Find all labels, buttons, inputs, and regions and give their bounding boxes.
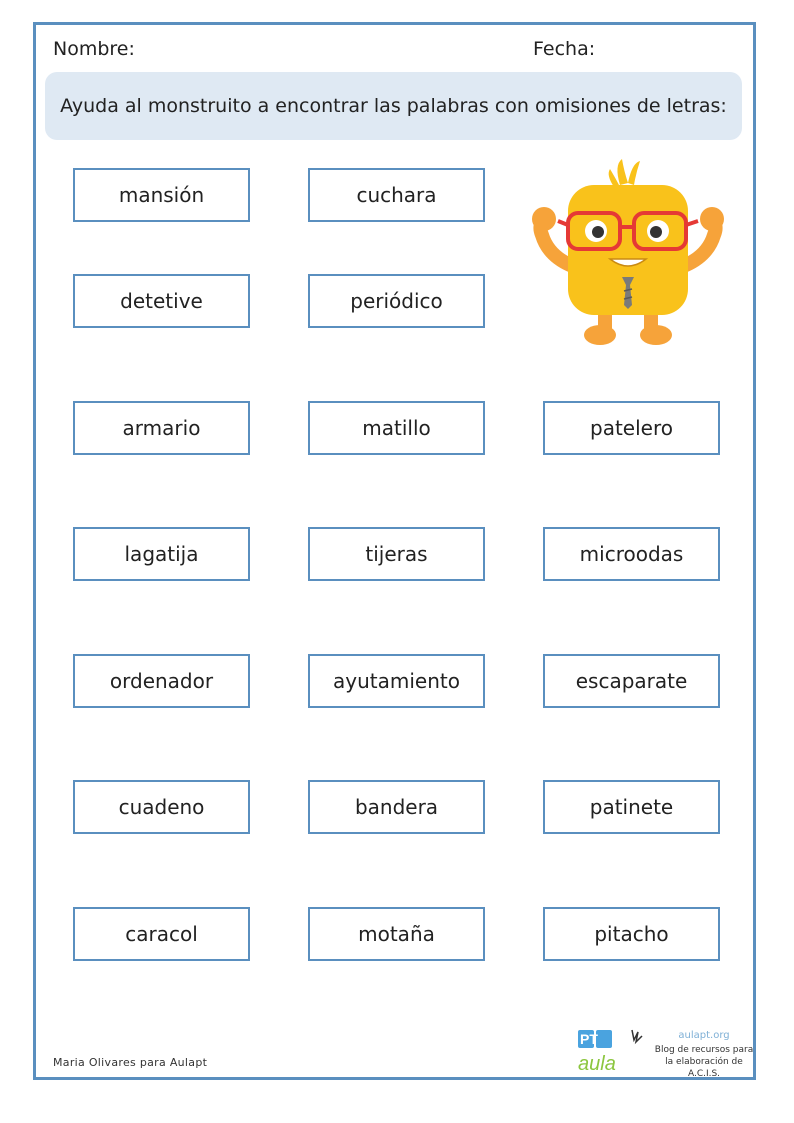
- word-box: [543, 401, 720, 455]
- logo-site: aulapt.org: [678, 1030, 730, 1041]
- monster-right-foot: [640, 325, 672, 345]
- word-text: cuadeno: [118, 795, 205, 819]
- word-text: pitacho: [594, 922, 669, 946]
- logo-caption: [650, 1030, 758, 1080]
- monster-pupil: [650, 226, 662, 238]
- name-label: Nombre:: [53, 38, 135, 60]
- word-text: mansión: [118, 183, 205, 207]
- monster-hair: [617, 159, 628, 185]
- word-text: ordenador: [109, 669, 214, 693]
- word-box: [543, 780, 720, 834]
- date-label: Fecha:: [533, 38, 596, 60]
- word-text: ayutamiento: [333, 669, 460, 693]
- logo-mark-letters: PT: [580, 1031, 598, 1047]
- word-box: [543, 907, 720, 961]
- word-box: [543, 654, 720, 708]
- cursor-hand-icon: [632, 1030, 642, 1042]
- logo-block: [596, 1030, 612, 1048]
- word-box: [308, 907, 485, 961]
- word-box: [308, 654, 485, 708]
- monster-hair: [628, 161, 640, 185]
- word-box: [308, 168, 485, 222]
- word-box: [73, 401, 250, 455]
- word-text: bandera: [354, 795, 439, 819]
- word-box: [73, 274, 250, 328]
- word-box: [543, 527, 720, 581]
- author-credit: Maria Olivares para Aulapt: [53, 1056, 208, 1069]
- word-text: patelero: [590, 416, 673, 440]
- word-box: [73, 907, 250, 961]
- word-text: lagatija: [124, 542, 199, 566]
- instruction-text: Ayuda al monstruito a encontrar las palabras con omisiones de letras:: [60, 95, 727, 117]
- word-box: [73, 780, 250, 834]
- word-text: microodas: [579, 542, 684, 566]
- word-box: [308, 527, 485, 581]
- word-box: [308, 401, 485, 455]
- monster-pupil: [592, 226, 604, 238]
- word-text: detetive: [120, 289, 203, 313]
- word-text: periódico: [350, 289, 443, 313]
- logo-tagline: Blog de recursos para la elaboración de A.C.I.S.: [654, 1045, 754, 1079]
- instruction-banner: [45, 72, 742, 140]
- word-text: caracol: [125, 922, 198, 946]
- monster-left-hand: [532, 207, 556, 231]
- word-text: cuchara: [356, 183, 437, 207]
- word-text: armario: [122, 416, 201, 440]
- logo-mark-word: aula: [578, 1053, 616, 1075]
- monster-right-hand: [700, 207, 724, 231]
- monster-left-foot: [584, 325, 616, 345]
- word-text: escaparate: [575, 669, 688, 693]
- word-text: matillo: [362, 416, 431, 440]
- word-box: [73, 527, 250, 581]
- word-box: [308, 274, 485, 328]
- word-box: [308, 780, 485, 834]
- word-box: [73, 654, 250, 708]
- word-text: tijeras: [365, 542, 428, 566]
- word-text: patinete: [589, 795, 674, 819]
- word-box: [73, 168, 250, 222]
- word-text: motaña: [358, 922, 435, 946]
- monster-illustration: [528, 155, 728, 350]
